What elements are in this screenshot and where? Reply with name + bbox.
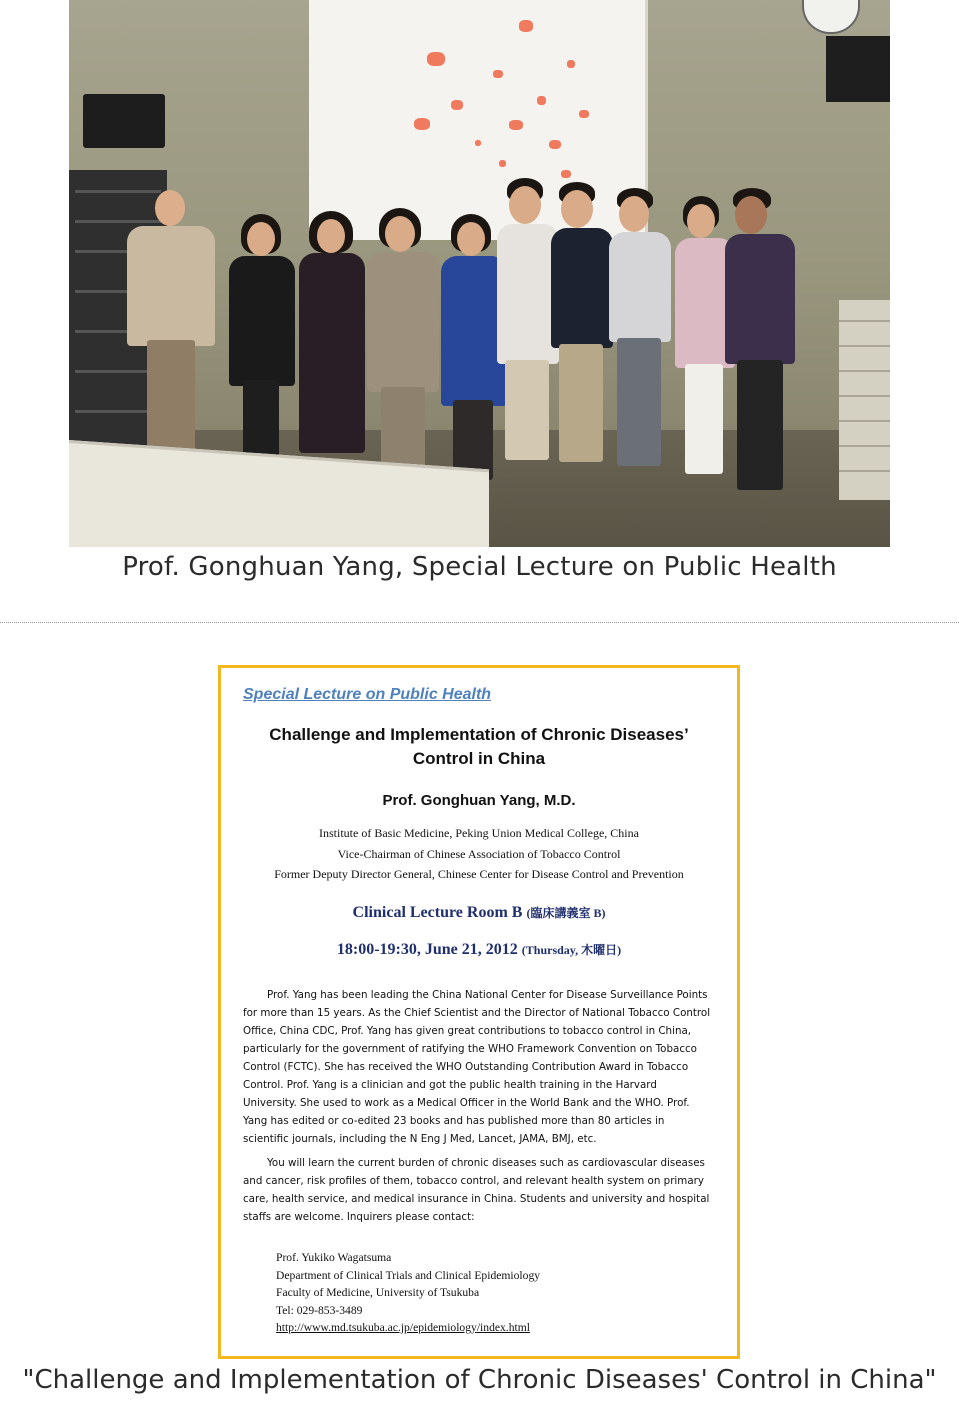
poster-speaker: Prof. Gonghuan Yang, M.D. xyxy=(382,792,576,809)
drawer-cabinet xyxy=(839,300,890,500)
speaker-left xyxy=(83,94,165,148)
speaker-right xyxy=(826,36,890,102)
poster-contact xyxy=(276,1249,540,1337)
group-photo xyxy=(69,0,890,547)
lecture-poster xyxy=(218,665,740,1359)
contact-department: Department of Clinical Trials and Clinical Epidemiology xyxy=(276,1268,541,1282)
datetime-text: 18:00-19:30, June 21, 2012 xyxy=(336,941,518,958)
contact-faculty: Faculty of Medicine, University of Tsukuba xyxy=(276,1286,480,1299)
contact-tel: Tel: 029-853-3489 xyxy=(276,1303,363,1317)
poster-bio-paragraph: Prof. Yang has been leading the China National Center for Disease Surveillance Points for more than 15 years. As the Chief Scientist and the Director of National Tobacco Control Office, China CDC, Prof. Yang has given great contributions to tobacco control in China, particularly for the government of ratifying the WHO Framework Convention on Tobacco Control (FCTC). She has received the WHO Outstanding Contribution Award in Tobacco Control. Prof. Yang is a clinician and got the public health training in the Harvard University. She used to work as a Medical Officer in the World Bank and the WHO. Prof. Yang has edited or co-edited 23 books and has published more than 80 articles in scientific journals, including the N Eng J Med, Lancet, JAMA, BMJ, etc. xyxy=(243,989,711,1145)
poster-title-line-1: Challenge and Implementation of Chronic Diseases’ xyxy=(269,725,689,744)
contact-url-link[interactable]: http://www.md.tsukuba.ac.jp/epidemiology/index.html xyxy=(276,1321,530,1334)
poster-caption: "Challenge and Implementation of Chronic Diseases' Control in China" xyxy=(22,1365,937,1395)
affiliation-line: Former Deputy Director General, Chinese Center for Disease Control and Prevention xyxy=(274,867,684,881)
poster-title-line-2: Control in China xyxy=(412,749,546,768)
poster-venue xyxy=(221,904,737,922)
projection-screen xyxy=(309,0,648,240)
poster-series-link[interactable]: Special Lecture on Public Health xyxy=(243,686,492,703)
dotted-divider xyxy=(0,622,959,623)
affiliation-line: Institute of Basic Medicine, Peking Union Medical College, China xyxy=(319,826,639,840)
poster-description-paragraph: You will learn the current burden of chronic diseases such as cardiovascular diseases and cancer, risk profiles of them, tobacco control, and relevant health system on primary care, health service, and medical insurance in China. Students and university and hospital staffs are welcome. Inquirers please contact: xyxy=(243,1157,710,1223)
poster-datetime xyxy=(221,941,737,959)
photo-caption: Prof. Gonghuan Yang, Special Lecture on Public Health xyxy=(122,552,837,582)
poster-title xyxy=(221,723,737,771)
venue-name: Clinical Lecture Room B xyxy=(352,904,523,921)
affiliation-line: Vice-Chairman of Chinese Association of Tobacco Control xyxy=(337,846,621,861)
venue-name-jp: (臨床講義室 B) xyxy=(526,906,606,920)
contact-name: Prof. Yukiko Wagatsuma xyxy=(276,1251,392,1264)
poster-affiliations xyxy=(221,823,737,885)
weekday-text: (Thursday, 木曜日) xyxy=(521,943,622,957)
